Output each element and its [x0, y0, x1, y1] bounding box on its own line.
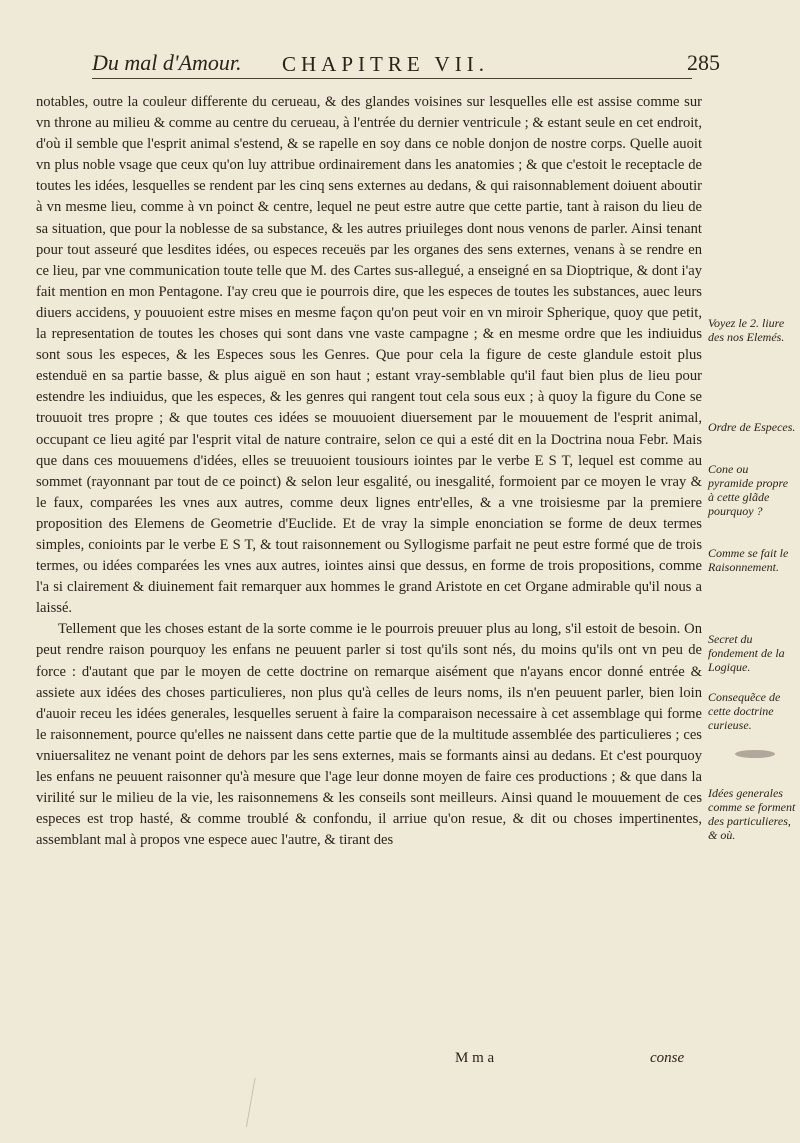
catchword: conse [650, 1050, 685, 1066]
margin-note: Secret du fondement de la Logique. [708, 632, 785, 674]
page-footer [0, 1050, 700, 1070]
signature-mark: M m a [455, 1050, 495, 1066]
ink-mark [735, 750, 775, 758]
running-title: Du mal d'Amour. [92, 50, 242, 75]
paragraph: notables, outre la couleur differente du cerueau, & des glandes voisines sur lesquelles elle est assise comme sur vn throne au milieu & comme au centre du cerueau, à l'entrée du dernier ventricule ; & estant seule en cet endroit, d'où il semble que l'esprit animal s'estend, & se rapelle en soy dans ce noble donjon de nostre corps. Quelle auoit vn plus noble vsage que ceux qu'on luy attribue ordinairement dans les anatomies ; & que c'estoit le receptacle de toutes les idées, lesquelles se rendent par les cinq sens externes au dedans, & qui raisonnablement doiuent aboutir à vn mesme lieu, comme à vn poinct & centre, lequel ne peut estre autre que cette partie, tant à raison du lieu de sa situation, que pour la noblesse de sa substance, & les autres priuileges dont nous venons de parler. Ainsi tenant pour tout asseuré que lesdites idées, ou especes receuës par les organes des sens externes, venans à se rendre en ce lieu, par vne communication toute telle que M. des Cartes sus-allegué, a enseigné en sa Dioptrique, & dont i'ay fait mention en mon Pentagone. I'ay creu que ie pourrois dire, que les especes de toutes les substances, auec leurs diuers accidens, y pouuoient estre mises en mesme façon qu'on peut voir en vn miroir Spherique, quoy que petit, la representation de toutes les choses qui sont dans vne vaste campagne ; & en mesme ordre que les indiuidus sont sous les especes, & les Especes sous les Genres. Que pour cela la figure de ceste glandule estoit plus estenduë en sa partie basse, & plus aiguë en son haut ; estant vray-semblable qu'il faut bien plus de lieu pour estendre les indiuidus, que les especes, & les genres qui rangent tout cela sous eux ; à quoy la figure du Cone se trouuoit tres propre ; & que toutes ces idées se mouuoient diuersement par le mouuement de l'esprit animal, occupant ce lieu agité par l'esprit vital de nature contraire, selon ce qui a esté dit en la Doctrina noua Febr. Mais que dans ces mouuemens d'idées, elles se treuuoient tousiours iointes par le verbe E S T, lequel est comme au sommet (rayonnant par tout de ce poinct) & selon leur esgalité, ou inesgalité, formoient par ce moyen le vray & le faux, comparées les vnes aux autres, comme deux lignes entr'elles, & a vne troisiesme par la premiere proposition des Elemens de Geometrie d'Euclide. Et de vray la simple enonciation se forme de deux termes simples, conioints par le verbe E S T, & tout raisonnement ou Syllogisme parfait ne peut estre formé que de trois termes, ou idées comparées les vnes aux autres, iointes ainsi que dessus, en forme de trois propositions, comme l'a si clairement & diuinement fait remarquer aux hommes le grand Aristote en cet Organe admirable qu'il nous a laissé. [36, 94, 702, 617]
margin-note: Cone ou pyramide propre à cette glãde pourquoy ? [708, 462, 789, 518]
pencil-mark [246, 1078, 285, 1133]
paragraph: Tellement que les choses estant de la sorte comme ie le pourrois preuuer plus au long, s'il estoit de besoin. On peut rendre raison pourquoy les enfans ne peuuent parler si tost qu'ils sont nés, du moins qu'ils ont vn peu de force : d'autant que par le moyen de cette doctrine on remarque aisément que n'ayans encor donné entrée & assiete aux idées des choses particulieres, non plus qu'à celles de leurs noms, ils n'en peuuent parler, bien loin d'auoir receu les idées generales, lesquelles seruent à faire la comparaison necessaire à cet assemblage qui forme le raisonnement, pource qu'elles ne naissent dans cette partie que de la multitude assemblée des particulieres ; ces vniuersalitez ne venant point de dehors par les sens externes, mais se formants ainsi au dedans. Et c'est pourquoy les enfans ne peuuent raisonner qu'à mesure que l'age leur donne moyen de faire ces productions ; & que dans la virilité sur le milieu de la vie, les raisonnemens & les conseils sont meilleurs. Ainsi quand le mouuement de ces especes est trop hasté, & comme troublé & confondu, il arriue qu'on resue, & dit ou choses impertinentes, assemblant mal à propos vne espece auec l'autre, & tirant des [36, 621, 702, 849]
running-head [92, 48, 720, 79]
margin-note: Ordre de Especes. [708, 420, 796, 434]
chapter-heading: CHAPITRE VII. [282, 52, 489, 76]
page-number: 285 [687, 50, 720, 75]
margin-note: Comme se fait le Raisonnement. [708, 546, 789, 574]
main-text [36, 92, 702, 851]
margin-note: Voyez le 2. liure des nos Elemés. [708, 316, 785, 344]
margin-note: Consequẽce de cette doctrine curieuse. [708, 690, 781, 732]
margin-note: Idées generales comme se forment des particulieres, & où. [708, 786, 796, 842]
